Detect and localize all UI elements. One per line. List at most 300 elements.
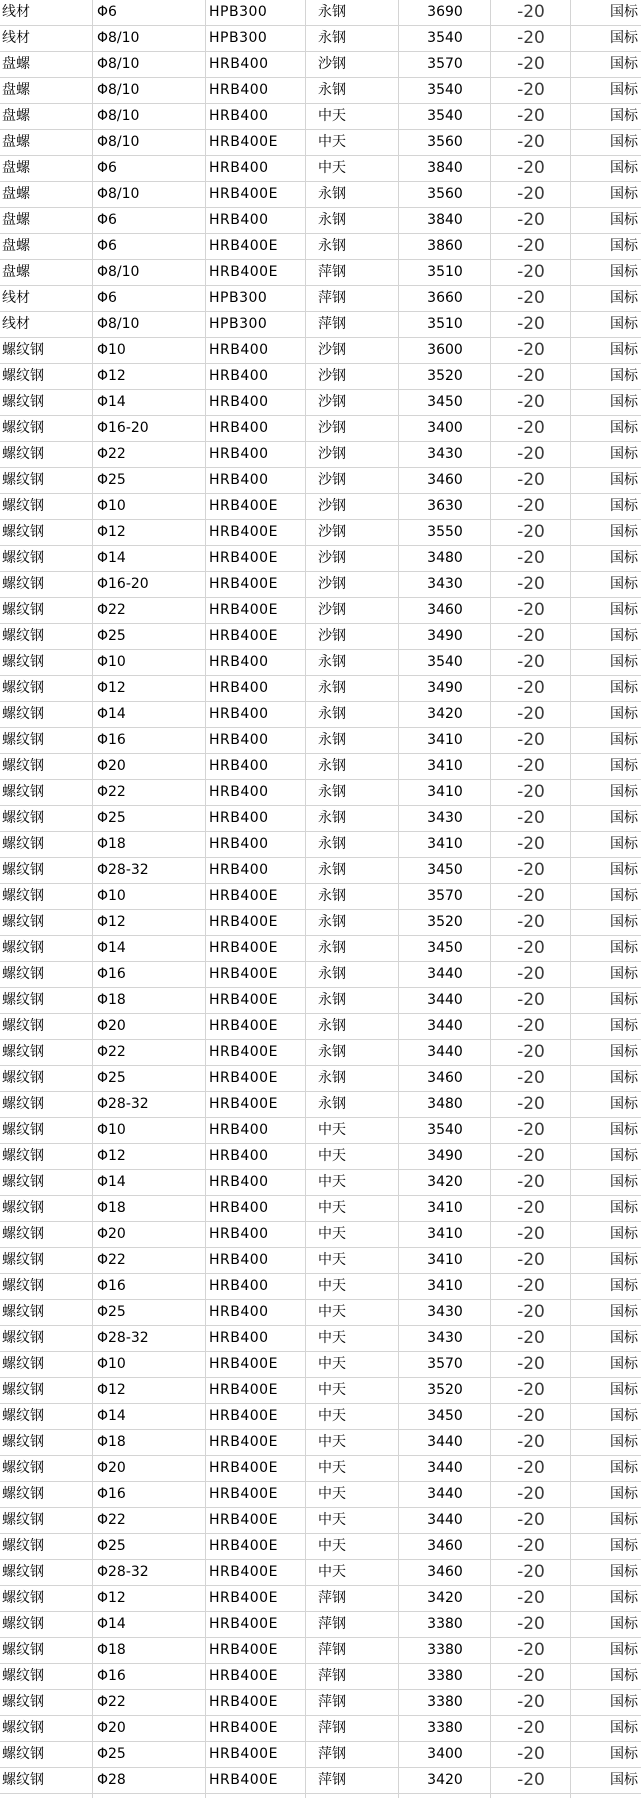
product-cell[interactable]: 螺纹钢 [2,1616,44,1632]
mill-cell[interactable]: 永钢 [318,914,346,930]
price-cell[interactable]: 3630 [427,498,463,514]
product-cell[interactable]: 螺纹钢 [2,472,44,488]
product-cell[interactable]: 螺纹钢 [2,680,44,696]
spec-cell[interactable]: Φ18 [97,836,126,852]
spec-cell[interactable]: Φ28-32 [97,1330,149,1346]
price-cell[interactable]: 3380 [427,1616,463,1632]
product-cell[interactable]: 螺纹钢 [2,1304,44,1320]
change-cell[interactable]: -20 [517,28,545,48]
spec-cell[interactable]: Φ25 [97,810,126,826]
price-cell[interactable]: 3420 [427,1772,463,1788]
spec-cell[interactable]: Φ14 [97,1408,126,1424]
price-cell[interactable]: 3410 [427,1278,463,1294]
change-cell[interactable]: -20 [517,470,545,490]
standard-cell[interactable]: 国标 [610,992,638,1008]
price-cell[interactable]: 3860 [427,238,463,254]
product-cell[interactable]: 螺纹钢 [2,1434,44,1450]
price-cell[interactable]: 3570 [427,56,463,72]
price-cell[interactable]: 3540 [427,1122,463,1138]
product-cell[interactable]: 螺纹钢 [2,1018,44,1034]
standard-cell[interactable]: 国标 [610,1018,638,1034]
standard-cell[interactable]: 国标 [610,446,638,462]
price-cell[interactable]: 3430 [427,576,463,592]
mill-cell[interactable]: 中天 [318,1330,346,1346]
grade-cell[interactable]: HRB400 [209,1252,269,1268]
grade-cell[interactable]: HRB400E [209,524,278,540]
mill-cell[interactable]: 萍钢 [318,1590,346,1606]
price-cell[interactable]: 3520 [427,1382,463,1398]
mill-cell[interactable]: 沙钢 [318,472,346,488]
standard-cell[interactable]: 国标 [610,342,638,358]
mill-cell[interactable]: 中天 [318,1382,346,1398]
price-cell[interactable]: 3400 [427,420,463,436]
grade-cell[interactable]: HRB400E [209,1772,278,1788]
product-cell[interactable]: 螺纹钢 [2,1044,44,1060]
spec-cell[interactable]: Φ25 [97,1746,126,1762]
grade-cell[interactable]: HRB400 [209,1200,269,1216]
product-cell[interactable]: 线材 [2,316,30,332]
mill-cell[interactable]: 沙钢 [318,56,346,72]
grade-cell[interactable]: HRB400E [209,1746,278,1762]
price-cell[interactable]: 3840 [427,212,463,228]
standard-cell[interactable]: 国标 [610,212,638,228]
grade-cell[interactable]: HRB400E [209,888,278,904]
product-cell[interactable]: 螺纹钢 [2,758,44,774]
grade-cell[interactable]: HRB400 [209,108,269,124]
standard-cell[interactable]: 国标 [610,238,638,254]
mill-cell[interactable]: 中天 [318,1434,346,1450]
grade-cell[interactable]: HRB400E [209,1460,278,1476]
mill-cell[interactable]: 永钢 [318,966,346,982]
grade-cell[interactable]: HRB400E [209,1590,278,1606]
product-cell[interactable]: 螺纹钢 [2,836,44,852]
product-cell[interactable]: 螺纹钢 [2,1460,44,1476]
standard-cell[interactable]: 国标 [610,758,638,774]
standard-cell[interactable]: 国标 [610,1746,638,1762]
standard-cell[interactable]: 国标 [610,1330,638,1346]
change-cell[interactable]: -20 [517,340,545,360]
standard-cell[interactable]: 国标 [610,420,638,436]
product-cell[interactable]: 螺纹钢 [2,966,44,982]
standard-cell[interactable]: 国标 [610,1356,638,1372]
change-cell[interactable]: -20 [517,418,545,438]
spec-cell[interactable]: Φ6 [97,238,117,254]
mill-cell[interactable]: 中天 [318,1122,346,1138]
change-cell[interactable]: -20 [517,184,545,204]
standard-cell[interactable]: 国标 [610,1538,638,1554]
grade-cell[interactable]: HRB400E [209,1642,278,1658]
price-cell[interactable]: 3660 [427,290,463,306]
product-cell[interactable]: 盘螺 [2,212,30,228]
change-cell[interactable]: -20 [517,938,545,958]
change-cell[interactable]: -20 [517,496,545,516]
mill-cell[interactable]: 沙钢 [318,394,346,410]
product-cell[interactable]: 螺纹钢 [2,576,44,592]
price-cell[interactable]: 3440 [427,1434,463,1450]
product-cell[interactable]: 螺纹钢 [2,1174,44,1190]
spec-cell[interactable]: Φ16-20 [97,420,149,436]
change-cell[interactable]: -20 [517,1302,545,1322]
change-cell[interactable]: -20 [517,210,545,230]
spec-cell[interactable]: Φ28 [97,1772,126,1788]
spec-cell[interactable]: Φ18 [97,1642,126,1658]
grade-cell[interactable]: HRB400 [209,1330,269,1346]
standard-cell[interactable]: 国标 [610,1200,638,1216]
standard-cell[interactable]: 国标 [610,108,638,124]
mill-cell[interactable]: 沙钢 [318,446,346,462]
spec-cell[interactable]: Φ20 [97,1018,126,1034]
product-cell[interactable]: 盘螺 [2,160,30,176]
price-cell[interactable]: 3430 [427,446,463,462]
grade-cell[interactable]: HRB400 [209,680,269,696]
product-cell[interactable]: 盘螺 [2,238,30,254]
standard-cell[interactable]: 国标 [610,1460,638,1476]
grade-cell[interactable]: HRB400 [209,1174,269,1190]
spec-cell[interactable]: Φ28-32 [97,1096,149,1112]
product-cell[interactable]: 盘螺 [2,56,30,72]
grade-cell[interactable]: HRB400E [209,1018,278,1034]
change-cell[interactable]: -20 [517,1042,545,1062]
price-cell[interactable]: 3380 [427,1694,463,1710]
product-cell[interactable]: 螺纹钢 [2,420,44,436]
spec-cell[interactable]: Φ12 [97,524,126,540]
product-cell[interactable]: 螺纹钢 [2,1512,44,1528]
change-cell[interactable]: -20 [517,132,545,152]
product-cell[interactable]: 盘螺 [2,134,30,150]
price-cell[interactable]: 3400 [427,1746,463,1762]
change-cell[interactable]: -20 [517,1380,545,1400]
mill-cell[interactable]: 沙钢 [318,420,346,436]
spec-cell[interactable]: Φ10 [97,1122,126,1138]
price-cell[interactable]: 3520 [427,914,463,930]
spec-cell[interactable]: Φ8/10 [97,134,140,150]
price-cell[interactable]: 3380 [427,1668,463,1684]
grade-cell[interactable]: HRB400E [209,238,278,254]
change-cell[interactable]: -20 [517,1094,545,1114]
product-cell[interactable]: 螺纹钢 [2,550,44,566]
change-cell[interactable]: -20 [517,1484,545,1504]
change-cell[interactable]: -20 [517,1640,545,1660]
grade-cell[interactable]: HRB400 [209,1304,269,1320]
change-cell[interactable]: -20 [517,1510,545,1530]
grade-cell[interactable]: HRB400 [209,368,269,384]
price-cell[interactable]: 3540 [427,82,463,98]
spec-cell[interactable]: Φ10 [97,342,126,358]
grade-cell[interactable]: HRB400 [209,56,269,72]
change-cell[interactable]: -20 [517,1224,545,1244]
grade-cell[interactable]: HRB400 [209,732,269,748]
standard-cell[interactable]: 国标 [610,784,638,800]
grade-cell[interactable]: HRB400E [209,628,278,644]
grade-cell[interactable]: HRB400 [209,472,269,488]
spec-cell[interactable]: Φ20 [97,758,126,774]
price-cell[interactable]: 3690 [427,4,463,20]
mill-cell[interactable]: 沙钢 [318,342,346,358]
change-cell[interactable]: -20 [517,834,545,854]
mill-cell[interactable]: 永钢 [318,940,346,956]
grade-cell[interactable]: HRB400E [209,1356,278,1372]
standard-cell[interactable]: 国标 [610,472,638,488]
price-cell[interactable]: 3430 [427,810,463,826]
grade-cell[interactable]: HRB400 [209,1148,269,1164]
spec-cell[interactable]: Φ20 [97,1720,126,1736]
mill-cell[interactable]: 永钢 [318,212,346,228]
mill-cell[interactable]: 中天 [318,1486,346,1502]
grade-cell[interactable]: HRB400 [209,1226,269,1242]
spec-cell[interactable]: Φ28-32 [97,862,149,878]
mill-cell[interactable]: 永钢 [318,888,346,904]
change-cell[interactable]: -20 [517,1120,545,1140]
price-cell[interactable]: 3480 [427,550,463,566]
product-cell[interactable]: 螺纹钢 [2,1486,44,1502]
price-cell[interactable]: 3490 [427,628,463,644]
product-cell[interactable]: 螺纹钢 [2,1720,44,1736]
change-cell[interactable]: -20 [517,548,545,568]
standard-cell[interactable]: 国标 [610,498,638,514]
spec-cell[interactable]: Φ18 [97,992,126,1008]
product-cell[interactable]: 盘螺 [2,108,30,124]
product-cell[interactable]: 螺纹钢 [2,1694,44,1710]
mill-cell[interactable]: 中天 [318,1200,346,1216]
price-cell[interactable]: 3560 [427,134,463,150]
grade-cell[interactable]: HRB400 [209,836,269,852]
spec-cell[interactable]: Φ16 [97,1278,126,1294]
standard-cell[interactable]: 国标 [610,1252,638,1268]
grade-cell[interactable]: HRB400E [209,498,278,514]
product-cell[interactable]: 螺纹钢 [2,654,44,670]
mill-cell[interactable]: 永钢 [318,992,346,1008]
grade-cell[interactable]: HRB400E [209,1044,278,1060]
spec-cell[interactable]: Φ22 [97,1252,126,1268]
grade-cell[interactable]: HRB400 [209,758,269,774]
standard-cell[interactable]: 国标 [610,1564,638,1580]
mill-cell[interactable]: 永钢 [318,654,346,670]
mill-cell[interactable]: 萍钢 [318,1746,346,1762]
product-cell[interactable]: 螺纹钢 [2,446,44,462]
mill-cell[interactable]: 中天 [318,1460,346,1476]
grade-cell[interactable]: HRB400E [209,1694,278,1710]
grade-cell[interactable]: HRB400 [209,1122,269,1138]
price-cell[interactable]: 3410 [427,1200,463,1216]
standard-cell[interactable]: 国标 [610,30,638,46]
mill-cell[interactable]: 萍钢 [318,1720,346,1736]
grade-cell[interactable]: HRB400E [209,1720,278,1736]
mill-cell[interactable]: 中天 [318,134,346,150]
standard-cell[interactable]: 国标 [610,706,638,722]
grade-cell[interactable]: HRB400E [209,1408,278,1424]
change-cell[interactable]: -20 [517,1328,545,1348]
product-cell[interactable]: 螺纹钢 [2,498,44,514]
change-cell[interactable]: -20 [517,1432,545,1452]
grade-cell[interactable]: HRB400E [209,1096,278,1112]
change-cell[interactable]: -20 [517,600,545,620]
product-cell[interactable]: 螺纹钢 [2,1382,44,1398]
mill-cell[interactable]: 中天 [318,1304,346,1320]
mill-cell[interactable]: 中天 [318,1278,346,1294]
mill-cell[interactable]: 萍钢 [318,1668,346,1684]
standard-cell[interactable]: 国标 [610,1226,638,1242]
product-cell[interactable]: 螺纹钢 [2,1330,44,1346]
spec-cell[interactable]: Φ18 [97,1434,126,1450]
change-cell[interactable]: -20 [517,314,545,334]
product-cell[interactable]: 螺纹钢 [2,1096,44,1112]
change-cell[interactable]: -20 [517,1068,545,1088]
standard-cell[interactable]: 国标 [610,1694,638,1710]
price-cell[interactable]: 3420 [427,706,463,722]
change-cell[interactable]: -20 [517,262,545,282]
change-cell[interactable]: -20 [517,1146,545,1166]
price-cell[interactable]: 3460 [427,1070,463,1086]
mill-cell[interactable]: 永钢 [318,1096,346,1112]
grade-cell[interactable]: HRB400 [209,160,269,176]
price-cell[interactable]: 3840 [427,160,463,176]
product-cell[interactable]: 螺纹钢 [2,1356,44,1372]
spec-cell[interactable]: Φ12 [97,1148,126,1164]
spec-cell[interactable]: Φ10 [97,498,126,514]
grade-cell[interactable]: HRB400 [209,1278,269,1294]
mill-cell[interactable]: 中天 [318,1512,346,1528]
grade-cell[interactable]: HRB400E [209,1564,278,1580]
price-cell[interactable]: 3420 [427,1590,463,1606]
standard-cell[interactable]: 国标 [610,82,638,98]
spec-cell[interactable]: Φ10 [97,888,126,904]
standard-cell[interactable]: 国标 [610,1096,638,1112]
grade-cell[interactable]: HRB400E [209,1616,278,1632]
mill-cell[interactable]: 永钢 [318,836,346,852]
standard-cell[interactable]: 国标 [610,1070,638,1086]
grade-cell[interactable]: HRB400 [209,706,269,722]
spec-cell[interactable]: Φ18 [97,1200,126,1216]
change-cell[interactable]: -20 [517,1354,545,1374]
standard-cell[interactable]: 国标 [610,1486,638,1502]
grade-cell[interactable]: HRB400 [209,446,269,462]
standard-cell[interactable]: 国标 [610,4,638,20]
change-cell[interactable]: -20 [517,1614,545,1634]
spec-cell[interactable]: Φ10 [97,1356,126,1372]
change-cell[interactable]: -20 [517,1250,545,1270]
change-cell[interactable]: -20 [517,678,545,698]
price-cell[interactable]: 3380 [427,1642,463,1658]
spec-cell[interactable]: Φ16 [97,1486,126,1502]
mill-cell[interactable]: 永钢 [318,732,346,748]
mill-cell[interactable]: 永钢 [318,758,346,774]
grade-cell[interactable]: HRB400E [209,1668,278,1684]
standard-cell[interactable]: 国标 [610,186,638,202]
price-cell[interactable]: 3540 [427,108,463,124]
change-cell[interactable]: -20 [517,288,545,308]
price-cell[interactable]: 3570 [427,1356,463,1372]
standard-cell[interactable]: 国标 [610,1408,638,1424]
change-cell[interactable]: -20 [517,730,545,750]
mill-cell[interactable]: 萍钢 [318,316,346,332]
mill-cell[interactable]: 永钢 [318,784,346,800]
standard-cell[interactable]: 国标 [610,680,638,696]
grade-cell[interactable]: HRB400E [209,992,278,1008]
product-cell[interactable]: 螺纹钢 [2,914,44,930]
grade-cell[interactable]: HRB400E [209,550,278,566]
grade-cell[interactable]: HRB400E [209,1434,278,1450]
grade-cell[interactable]: HRB400E [209,134,278,150]
mill-cell[interactable]: 萍钢 [318,1616,346,1632]
standard-cell[interactable]: 国标 [610,602,638,618]
grade-cell[interactable]: HRB400 [209,810,269,826]
product-cell[interactable]: 螺纹钢 [2,706,44,722]
product-cell[interactable]: 螺纹钢 [2,1746,44,1762]
product-cell[interactable]: 螺纹钢 [2,732,44,748]
standard-cell[interactable]: 国标 [610,316,638,332]
product-cell[interactable]: 螺纹钢 [2,1538,44,1554]
price-cell[interactable]: 3440 [427,1044,463,1060]
mill-cell[interactable]: 萍钢 [318,290,346,306]
product-cell[interactable]: 螺纹钢 [2,1200,44,1216]
price-cell[interactable]: 3430 [427,1304,463,1320]
change-cell[interactable]: -20 [517,1588,545,1608]
spec-cell[interactable]: Φ12 [97,1382,126,1398]
spec-cell[interactable]: Φ22 [97,602,126,618]
product-cell[interactable]: 线材 [2,290,30,306]
change-cell[interactable]: -20 [517,366,545,386]
standard-cell[interactable]: 国标 [610,394,638,410]
standard-cell[interactable]: 国标 [610,888,638,904]
spec-cell[interactable]: Φ14 [97,394,126,410]
product-cell[interactable]: 螺纹钢 [2,1122,44,1138]
grade-cell[interactable]: HRB400 [209,394,269,410]
price-cell[interactable]: 3510 [427,316,463,332]
spec-cell[interactable]: Φ14 [97,1616,126,1632]
spec-cell[interactable]: Φ25 [97,1070,126,1086]
product-cell[interactable]: 盘螺 [2,186,30,202]
price-cell[interactable]: 3490 [427,1148,463,1164]
spec-cell[interactable]: Φ8/10 [97,30,140,46]
spec-cell[interactable]: Φ25 [97,628,126,644]
price-cell[interactable]: 3490 [427,680,463,696]
grade-cell[interactable]: HRB400E [209,940,278,956]
mill-cell[interactable]: 沙钢 [318,498,346,514]
change-cell[interactable]: -20 [517,236,545,256]
price-cell[interactable]: 3410 [427,758,463,774]
mill-cell[interactable]: 中天 [318,1174,346,1190]
change-cell[interactable]: -20 [517,522,545,542]
standard-cell[interactable]: 国标 [610,56,638,72]
change-cell[interactable]: -20 [517,54,545,74]
standard-cell[interactable]: 国标 [610,628,638,644]
product-cell[interactable]: 螺纹钢 [2,888,44,904]
spec-cell[interactable]: Φ8/10 [97,316,140,332]
mill-cell[interactable]: 永钢 [318,4,346,20]
product-cell[interactable]: 螺纹钢 [2,1772,44,1788]
mill-cell[interactable]: 萍钢 [318,1772,346,1788]
spec-cell[interactable]: Φ14 [97,550,126,566]
grade-cell[interactable]: HRB400E [209,264,278,280]
change-cell[interactable]: -20 [517,704,545,724]
grade-cell[interactable]: HRB400E [209,602,278,618]
standard-cell[interactable]: 国标 [610,1174,638,1190]
mill-cell[interactable]: 永钢 [318,1070,346,1086]
change-cell[interactable]: -20 [517,782,545,802]
price-cell[interactable]: 3440 [427,966,463,982]
change-cell[interactable]: -20 [517,80,545,100]
grade-cell[interactable]: HRB400E [209,1070,278,1086]
change-cell[interactable]: -20 [517,392,545,412]
product-cell[interactable]: 螺纹钢 [2,784,44,800]
standard-cell[interactable]: 国标 [610,550,638,566]
standard-cell[interactable]: 国标 [610,160,638,176]
price-cell[interactable]: 3600 [427,342,463,358]
change-cell[interactable]: -20 [517,1718,545,1738]
grade-cell[interactable]: HPB300 [209,316,268,332]
product-cell[interactable]: 螺纹钢 [2,1564,44,1580]
change-cell[interactable]: -20 [517,1172,545,1192]
